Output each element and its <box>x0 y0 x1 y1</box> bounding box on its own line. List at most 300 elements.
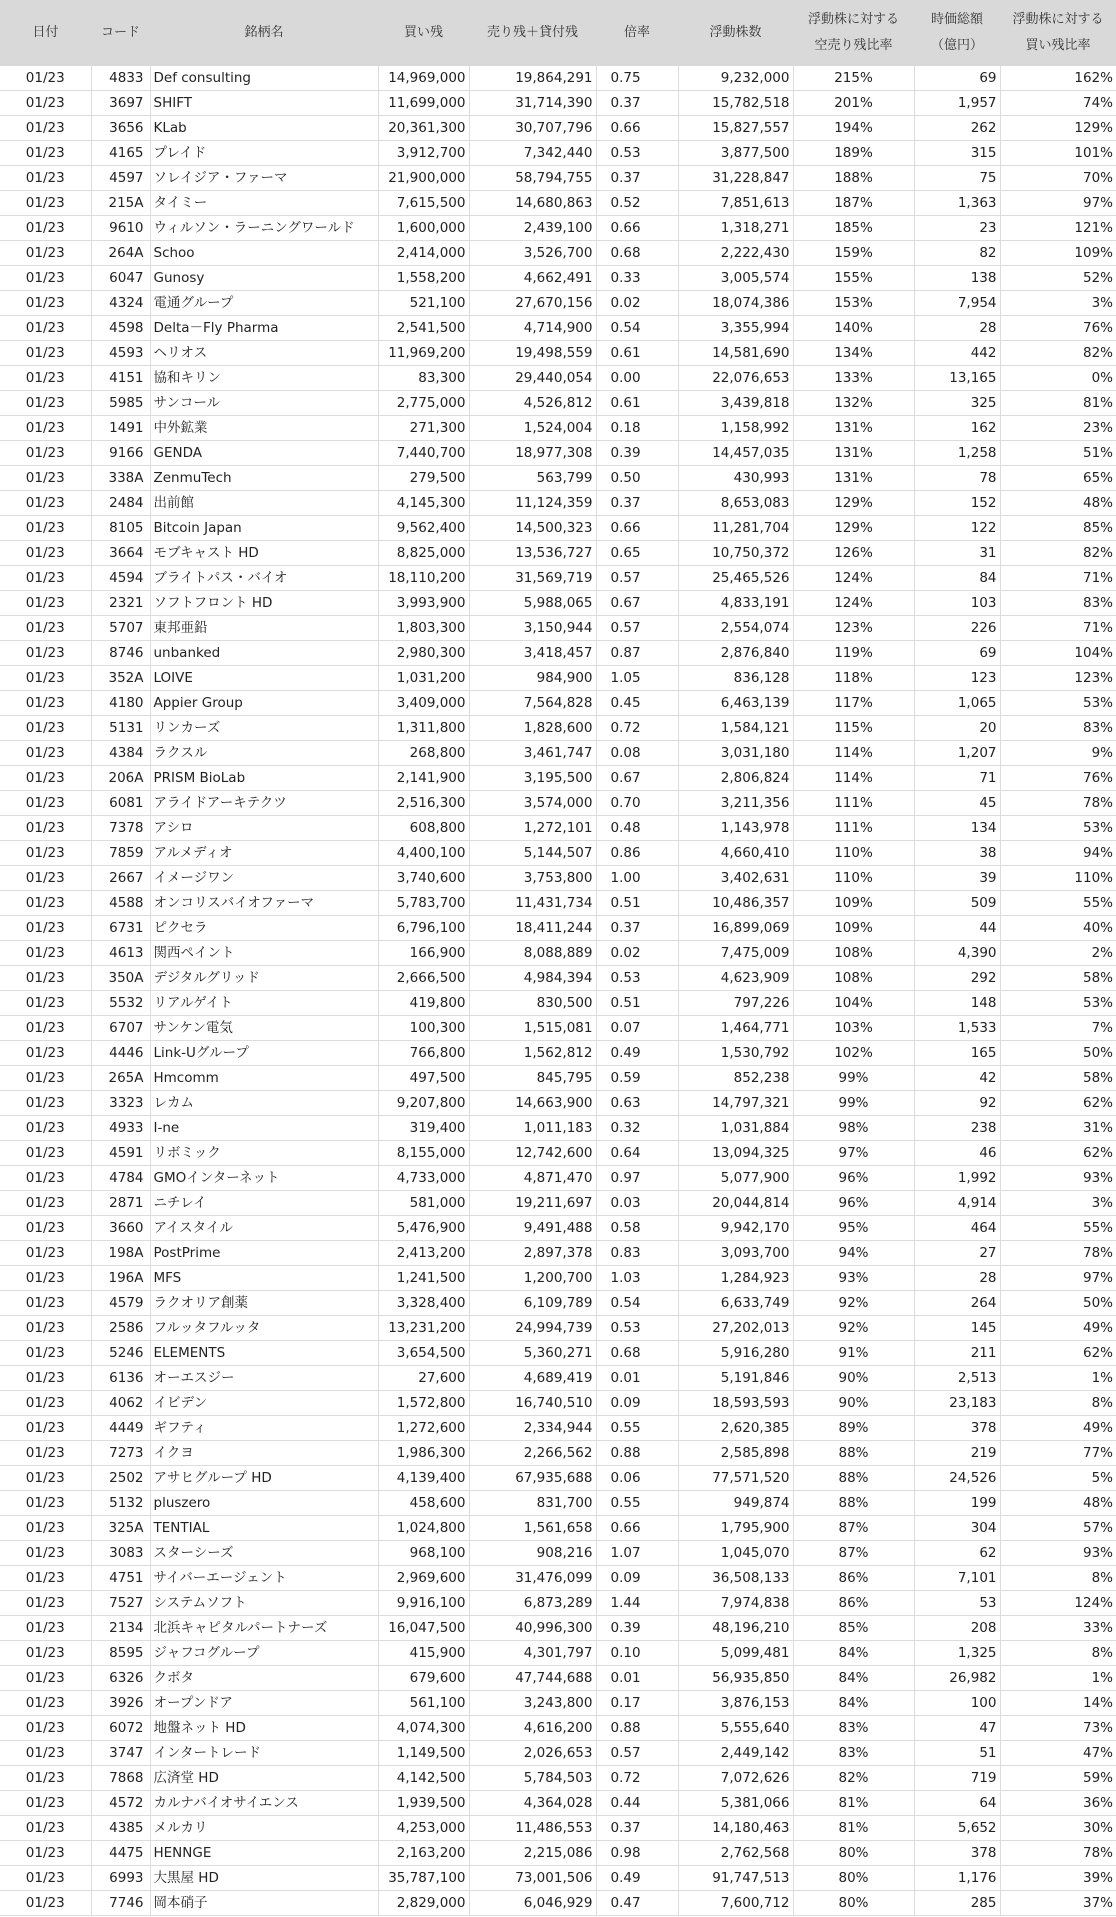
cell-date: 01/23 <box>0 1491 91 1516</box>
cell-market-cap: 219 <box>914 1441 1000 1466</box>
cell-short-pct: 102% <box>793 1041 914 1066</box>
cell-code: 5532 <box>91 991 150 1016</box>
cell-buy-balance: 1,272,600 <box>378 1416 469 1441</box>
cell-sell-balance: 2,026,653 <box>469 1741 596 1766</box>
cell-short-pct: 93% <box>793 1266 914 1291</box>
cell-buy-balance: 279,500 <box>378 466 469 491</box>
table-row[interactable] <box>0 1166 1116 1191</box>
table-row[interactable] <box>0 716 1116 741</box>
table-row[interactable] <box>0 591 1116 616</box>
table-row[interactable] <box>0 541 1116 566</box>
cell-market-cap: 123 <box>914 666 1000 691</box>
cell-buy-balance: 4,733,000 <box>378 1166 469 1191</box>
table-row[interactable] <box>0 91 1116 116</box>
cell-market-cap: 69 <box>914 66 1000 91</box>
table-row[interactable] <box>0 1816 1116 1841</box>
table-row[interactable] <box>0 1441 1116 1466</box>
cell-code: 7378 <box>91 816 150 841</box>
cell-buy-balance: 7,440,700 <box>378 441 469 466</box>
cell-market-cap: 38 <box>914 841 1000 866</box>
cell-stock-name: レカム <box>150 1091 378 1116</box>
cell-date: 01/23 <box>0 191 91 216</box>
cell-code: 7868 <box>91 1766 150 1791</box>
cell-float-shares: 77,571,520 <box>678 1466 793 1491</box>
cell-stock-name: 協和キリン <box>150 366 378 391</box>
cell-short-pct: 88% <box>793 1466 914 1491</box>
cell-float-shares: 852,238 <box>678 1066 793 1091</box>
cell-stock-name: Def consulting <box>150 66 378 91</box>
cell-ratio: 0.53 <box>596 966 678 991</box>
cell-buy-balance: 100,300 <box>378 1016 469 1041</box>
table-row[interactable] <box>0 391 1116 416</box>
cell-market-cap: 24,526 <box>914 1466 1000 1491</box>
cell-market-cap: 208 <box>914 1616 1000 1641</box>
cell-ratio: 0.68 <box>596 1341 678 1366</box>
cell-code: 2134 <box>91 1616 150 1641</box>
cell-ratio: 0.10 <box>596 1641 678 1666</box>
cell-buy-pct: 48% <box>1000 491 1116 516</box>
table-row[interactable] <box>0 316 1116 341</box>
cell-buy-balance: 2,969,600 <box>378 1566 469 1591</box>
cell-sell-balance: 14,500,323 <box>469 516 596 541</box>
cell-buy-pct: 23% <box>1000 416 1116 441</box>
cell-market-cap: 148 <box>914 991 1000 1016</box>
cell-short-pct: 108% <box>793 941 914 966</box>
cell-code: 6326 <box>91 1666 150 1691</box>
cell-market-cap: 378 <box>914 1416 1000 1441</box>
cell-date: 01/23 <box>0 716 91 741</box>
cell-sell-balance: 4,984,394 <box>469 966 596 991</box>
cell-buy-pct: 52% <box>1000 266 1116 291</box>
cell-float-shares: 949,874 <box>678 1491 793 1516</box>
cell-buy-balance: 968,100 <box>378 1541 469 1566</box>
cell-float-shares: 3,439,818 <box>678 391 793 416</box>
cell-ratio: 0.67 <box>596 766 678 791</box>
cell-ratio: 0.47 <box>596 1891 678 1916</box>
cell-buy-pct: 121% <box>1000 216 1116 241</box>
cell-stock-name: PRISM BioLab <box>150 766 378 791</box>
cell-buy-balance: 3,912,700 <box>378 141 469 166</box>
table-row[interactable] <box>0 1766 1116 1791</box>
cell-float-shares: 4,660,410 <box>678 841 793 866</box>
cell-buy-pct: 49% <box>1000 1316 1116 1341</box>
cell-short-pct: 86% <box>793 1566 914 1591</box>
table-row[interactable] <box>0 741 1116 766</box>
cell-short-pct: 129% <box>793 516 914 541</box>
cell-sell-balance: 3,418,457 <box>469 641 596 666</box>
cell-code: 4165 <box>91 141 150 166</box>
cell-short-pct: 126% <box>793 541 914 566</box>
cell-date: 01/23 <box>0 1816 91 1841</box>
table-row[interactable] <box>0 491 1116 516</box>
table-row[interactable] <box>0 116 1116 141</box>
table-row[interactable] <box>0 1541 1116 1566</box>
table-row[interactable] <box>0 1616 1116 1641</box>
table-row[interactable] <box>0 1241 1116 1266</box>
cell-stock-name: アサヒグループ HD <box>150 1466 378 1491</box>
cell-buy-pct: 77% <box>1000 1441 1116 1466</box>
header-date[interactable]: 日付 <box>0 0 91 66</box>
cell-buy-balance: 271,300 <box>378 416 469 441</box>
cell-sell-balance: 31,476,099 <box>469 1566 596 1591</box>
cell-date: 01/23 <box>0 1091 91 1116</box>
cell-date: 01/23 <box>0 491 91 516</box>
cell-market-cap: 62 <box>914 1541 1000 1566</box>
cell-market-cap: 44 <box>914 916 1000 941</box>
cell-ratio: 0.44 <box>596 1791 678 1816</box>
cell-float-shares: 1,795,900 <box>678 1516 793 1541</box>
table-row[interactable] <box>0 866 1116 891</box>
table-row[interactable] <box>0 1291 1116 1316</box>
table-row[interactable] <box>0 1566 1116 1591</box>
header-sell-balance[interactable]: 売り残＋貸付残 <box>469 0 596 66</box>
cell-market-cap: 285 <box>914 1891 1000 1916</box>
cell-buy-pct: 50% <box>1000 1041 1116 1066</box>
table-row[interactable] <box>0 366 1116 391</box>
cell-short-pct: 84% <box>793 1641 914 1666</box>
cell-stock-name: ヘリオス <box>150 341 378 366</box>
header-name[interactable]: 銘柄名 <box>150 0 378 66</box>
cell-buy-balance: 3,328,400 <box>378 1291 469 1316</box>
cell-date: 01/23 <box>0 1841 91 1866</box>
cell-stock-name: 岡本硝子 <box>150 1891 378 1916</box>
cell-buy-pct: 1% <box>1000 1666 1116 1691</box>
cell-stock-name: リンカーズ <box>150 716 378 741</box>
cell-buy-balance: 1,311,800 <box>378 716 469 741</box>
table-row[interactable] <box>0 1416 1116 1441</box>
header-float-shares[interactable]: 浮動株数 <box>678 0 793 66</box>
table-row[interactable] <box>0 1791 1116 1816</box>
cell-buy-balance: 679,600 <box>378 1666 469 1691</box>
cell-float-shares: 3,031,180 <box>678 741 793 766</box>
cell-buy-pct: 58% <box>1000 966 1116 991</box>
cell-sell-balance: 4,526,812 <box>469 391 596 416</box>
cell-sell-balance: 2,439,100 <box>469 216 596 241</box>
cell-sell-balance: 14,680,863 <box>469 191 596 216</box>
table-row[interactable] <box>0 1841 1116 1866</box>
header-short-pct[interactable] <box>793 0 914 66</box>
cell-date: 01/23 <box>0 1666 91 1691</box>
header-buy-balance[interactable]: 買い残 <box>378 0 469 66</box>
cell-date: 01/23 <box>0 266 91 291</box>
cell-short-pct: 80% <box>793 1891 914 1916</box>
cell-stock-name: PostPrime <box>150 1241 378 1266</box>
cell-buy-balance: 521,100 <box>378 291 469 316</box>
cell-date: 01/23 <box>0 91 91 116</box>
cell-float-shares: 7,974,838 <box>678 1591 793 1616</box>
table-row[interactable] <box>0 341 1116 366</box>
cell-ratio: 0.97 <box>596 1166 678 1191</box>
table-row[interactable] <box>0 1491 1116 1516</box>
cell-sell-balance: 2,897,378 <box>469 1241 596 1266</box>
cell-ratio: 0.51 <box>596 991 678 1016</box>
cell-buy-pct: 1% <box>1000 1366 1116 1391</box>
cell-code: 4751 <box>91 1566 150 1591</box>
cell-buy-balance: 16,047,500 <box>378 1616 469 1641</box>
cell-market-cap: 78 <box>914 466 1000 491</box>
cell-buy-balance: 1,939,500 <box>378 1791 469 1816</box>
cell-stock-name: サンケン電気 <box>150 1016 378 1041</box>
table-row[interactable] <box>0 441 1116 466</box>
cell-date: 01/23 <box>0 1191 91 1216</box>
table-row[interactable] <box>0 291 1116 316</box>
table-row[interactable] <box>0 1191 1116 1216</box>
cell-date: 01/23 <box>0 1016 91 1041</box>
table-row[interactable] <box>0 566 1116 591</box>
cell-code: 4588 <box>91 891 150 916</box>
header-ratio[interactable]: 倍率 <box>596 0 678 66</box>
table-row[interactable] <box>0 1591 1116 1616</box>
table-row[interactable] <box>0 1516 1116 1541</box>
cell-market-cap: 304 <box>914 1516 1000 1541</box>
cell-short-pct: 99% <box>793 1066 914 1091</box>
table-row[interactable] <box>0 1016 1116 1041</box>
cell-market-cap: 84 <box>914 566 1000 591</box>
cell-sell-balance: 40,996,300 <box>469 1616 596 1641</box>
cell-float-shares: 22,076,653 <box>678 366 793 391</box>
table-row[interactable] <box>0 191 1116 216</box>
cell-stock-name: 北浜キャピタルパートナーズ <box>150 1616 378 1641</box>
cell-ratio: 0.53 <box>596 1316 678 1341</box>
cell-buy-pct: 53% <box>1000 816 1116 841</box>
table-row[interactable] <box>0 1316 1116 1341</box>
cell-sell-balance: 3,526,700 <box>469 241 596 266</box>
table-row[interactable] <box>0 1266 1116 1291</box>
cell-code: 4784 <box>91 1166 150 1191</box>
table-row[interactable] <box>0 266 1116 291</box>
cell-buy-pct: 81% <box>1000 391 1116 416</box>
cell-ratio: 0.57 <box>596 1741 678 1766</box>
cell-market-cap: 1,363 <box>914 191 1000 216</box>
cell-buy-pct: 94% <box>1000 841 1116 866</box>
cell-market-cap: 2,513 <box>914 1366 1000 1391</box>
table-row[interactable] <box>0 1866 1116 1891</box>
table-row[interactable] <box>0 1091 1116 1116</box>
table-row[interactable] <box>0 216 1116 241</box>
cell-buy-balance: 20,361,300 <box>378 116 469 141</box>
cell-buy-balance: 581,000 <box>378 1191 469 1216</box>
table-row[interactable] <box>0 1666 1116 1691</box>
cell-float-shares: 11,281,704 <box>678 516 793 541</box>
cell-buy-pct: 129% <box>1000 116 1116 141</box>
cell-stock-name: ピクセラ <box>150 916 378 941</box>
cell-float-shares: 2,585,898 <box>678 1441 793 1466</box>
cell-sell-balance: 30,707,796 <box>469 116 596 141</box>
table-row[interactable] <box>0 1716 1116 1741</box>
cell-stock-name: 関西ペイント <box>150 941 378 966</box>
cell-sell-balance: 4,662,491 <box>469 266 596 291</box>
cell-stock-name: イビデン <box>150 1391 378 1416</box>
cell-sell-balance: 2,266,562 <box>469 1441 596 1466</box>
header-code[interactable]: コード <box>91 0 150 66</box>
cell-ratio: 0.01 <box>596 1666 678 1691</box>
cell-date: 01/23 <box>0 691 91 716</box>
cell-buy-balance: 14,969,000 <box>378 66 469 91</box>
cell-sell-balance: 8,088,889 <box>469 941 596 966</box>
table-row[interactable] <box>0 1216 1116 1241</box>
table-row[interactable] <box>0 1891 1116 1916</box>
cell-buy-balance: 13,231,200 <box>378 1316 469 1341</box>
table-row[interactable] <box>0 1341 1116 1366</box>
cell-market-cap: 509 <box>914 891 1000 916</box>
cell-buy-balance: 2,516,300 <box>378 791 469 816</box>
cell-ratio: 0.57 <box>596 616 678 641</box>
table-row[interactable] <box>0 1691 1116 1716</box>
cell-sell-balance: 6,046,929 <box>469 1891 596 1916</box>
cell-float-shares: 797,226 <box>678 991 793 1016</box>
cell-ratio: 0.57 <box>596 566 678 591</box>
table-row[interactable] <box>0 816 1116 841</box>
cell-date: 01/23 <box>0 1691 91 1716</box>
cell-market-cap: 378 <box>914 1841 1000 1866</box>
cell-date: 01/23 <box>0 466 91 491</box>
cell-code: 215A <box>91 191 150 216</box>
cell-market-cap: 1,325 <box>914 1641 1000 1666</box>
header-buy-pct[interactable] <box>1000 0 1116 66</box>
cell-buy-balance: 1,149,500 <box>378 1741 469 1766</box>
cell-market-cap: 122 <box>914 516 1000 541</box>
cell-float-shares: 1,284,923 <box>678 1266 793 1291</box>
cell-buy-balance: 1,803,300 <box>378 616 469 641</box>
cell-buy-pct: 14% <box>1000 1691 1116 1716</box>
cell-sell-balance: 2,334,944 <box>469 1416 596 1441</box>
cell-sell-balance: 12,742,600 <box>469 1141 596 1166</box>
table-row[interactable] <box>0 1066 1116 1091</box>
cell-short-pct: 124% <box>793 591 914 616</box>
table-row[interactable] <box>0 666 1116 691</box>
table-row[interactable] <box>0 1141 1116 1166</box>
cell-ratio: 1.44 <box>596 1591 678 1616</box>
table-row[interactable] <box>0 891 1116 916</box>
table-row[interactable] <box>0 641 1116 666</box>
cell-date: 01/23 <box>0 291 91 316</box>
cell-ratio: 0.55 <box>596 1491 678 1516</box>
cell-ratio: 0.54 <box>596 316 678 341</box>
table-row[interactable] <box>0 841 1116 866</box>
cell-date: 01/23 <box>0 541 91 566</box>
cell-buy-balance: 415,900 <box>378 1641 469 1666</box>
cell-ratio: 0.67 <box>596 591 678 616</box>
table-row[interactable] <box>0 66 1116 91</box>
cell-date: 01/23 <box>0 1466 91 1491</box>
table-row[interactable] <box>0 916 1116 941</box>
cell-short-pct: 97% <box>793 1141 914 1166</box>
cell-short-pct: 131% <box>793 416 914 441</box>
cell-market-cap: 27 <box>914 1241 1000 1266</box>
table-row[interactable] <box>0 516 1116 541</box>
cell-date: 01/23 <box>0 741 91 766</box>
cell-sell-balance: 9,491,488 <box>469 1216 596 1241</box>
cell-short-pct: 124% <box>793 566 914 591</box>
table-row[interactable] <box>0 1466 1116 1491</box>
cell-buy-balance: 5,783,700 <box>378 891 469 916</box>
table-row[interactable] <box>0 941 1116 966</box>
cell-ratio: 0.53 <box>596 141 678 166</box>
cell-short-pct: 89% <box>793 1416 914 1441</box>
table-row[interactable] <box>0 1041 1116 1066</box>
table-row[interactable] <box>0 1366 1116 1391</box>
table-row[interactable] <box>0 791 1116 816</box>
table-row[interactable] <box>0 966 1116 991</box>
cell-sell-balance: 3,243,800 <box>469 1691 596 1716</box>
table-row[interactable] <box>0 416 1116 441</box>
table-row[interactable] <box>0 991 1116 1016</box>
cell-sell-balance: 4,301,797 <box>469 1641 596 1666</box>
cell-market-cap: 31 <box>914 541 1000 566</box>
cell-stock-name: サイバーエージェント <box>150 1566 378 1591</box>
cell-sell-balance: 13,536,727 <box>469 541 596 566</box>
cell-short-pct: 153% <box>793 291 914 316</box>
cell-stock-name: 大黒屋 HD <box>150 1866 378 1891</box>
cell-buy-balance: 1,024,800 <box>378 1516 469 1541</box>
cell-float-shares: 2,449,142 <box>678 1741 793 1766</box>
cell-sell-balance: 5,784,503 <box>469 1766 596 1791</box>
table-row[interactable] <box>0 691 1116 716</box>
cell-float-shares: 7,475,009 <box>678 941 793 966</box>
table-row[interactable] <box>0 466 1116 491</box>
cell-short-pct: 201% <box>793 91 914 116</box>
cell-market-cap: 262 <box>914 116 1000 141</box>
table-row[interactable] <box>0 1641 1116 1666</box>
cell-buy-balance: 2,775,000 <box>378 391 469 416</box>
table-row[interactable] <box>0 1741 1116 1766</box>
cell-buy-pct: 82% <box>1000 541 1116 566</box>
cell-market-cap: 292 <box>914 966 1000 991</box>
cell-short-pct: 132% <box>793 391 914 416</box>
table-row[interactable] <box>0 766 1116 791</box>
cell-short-pct: 81% <box>793 1816 914 1841</box>
cell-float-shares: 3,402,631 <box>678 866 793 891</box>
cell-stock-name: プレイド <box>150 141 378 166</box>
cell-buy-balance: 268,800 <box>378 741 469 766</box>
table-row[interactable] <box>0 241 1116 266</box>
cell-market-cap: 47 <box>914 1716 1000 1741</box>
cell-short-pct: 88% <box>793 1491 914 1516</box>
cell-short-pct: 87% <box>793 1541 914 1566</box>
cell-sell-balance: 29,440,054 <box>469 366 596 391</box>
cell-buy-pct: 39% <box>1000 1866 1116 1891</box>
cell-date: 01/23 <box>0 1291 91 1316</box>
cell-float-shares: 9,942,170 <box>678 1216 793 1241</box>
table-row[interactable] <box>0 1391 1116 1416</box>
cell-buy-balance: 3,409,000 <box>378 691 469 716</box>
table-row[interactable] <box>0 166 1116 191</box>
cell-date: 01/23 <box>0 941 91 966</box>
cell-code: 198A <box>91 1241 150 1266</box>
cell-float-shares: 2,554,074 <box>678 616 793 641</box>
cell-ratio: 0.87 <box>596 641 678 666</box>
cell-date: 01/23 <box>0 1566 91 1591</box>
cell-code: 9610 <box>91 216 150 241</box>
cell-code: 206A <box>91 766 150 791</box>
cell-buy-balance: 8,825,000 <box>378 541 469 566</box>
header-market-cap[interactable] <box>914 0 1000 66</box>
cell-ratio: 0.00 <box>596 366 678 391</box>
cell-short-pct: 117% <box>793 691 914 716</box>
cell-stock-name: イメージワン <box>150 866 378 891</box>
cell-code: 4446 <box>91 1041 150 1066</box>
cell-sell-balance: 563,799 <box>469 466 596 491</box>
cell-sell-balance: 27,670,156 <box>469 291 596 316</box>
cell-ratio: 0.37 <box>596 91 678 116</box>
cell-float-shares: 27,202,013 <box>678 1316 793 1341</box>
table-row[interactable] <box>0 616 1116 641</box>
table-row[interactable] <box>0 141 1116 166</box>
table-row[interactable] <box>0 1116 1116 1141</box>
cell-stock-name: SHIFT <box>150 91 378 116</box>
cell-buy-pct: 83% <box>1000 716 1116 741</box>
cell-short-pct: 92% <box>793 1316 914 1341</box>
